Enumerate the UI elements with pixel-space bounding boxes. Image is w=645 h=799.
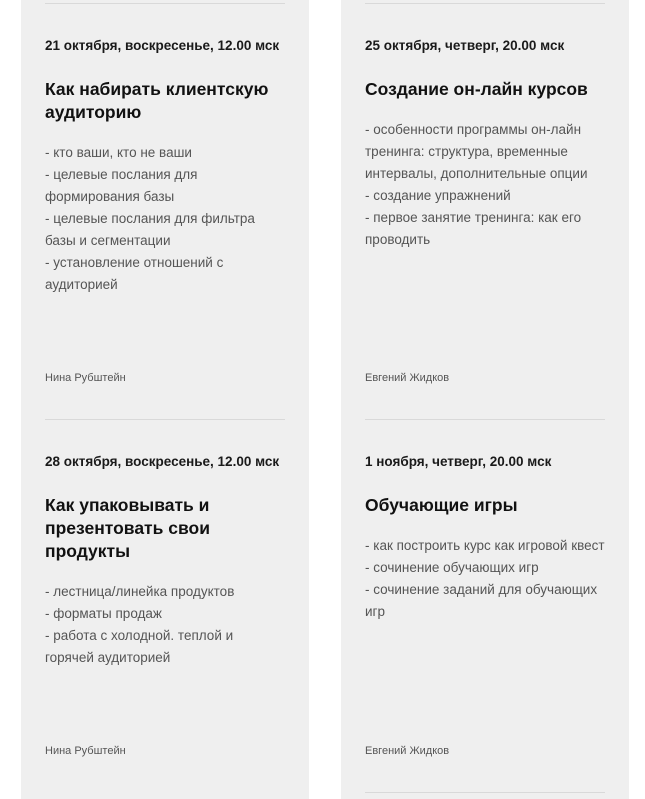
event-date: 21 октября, воскресенье, 12.00 мск	[45, 38, 280, 53]
left-column	[21, 0, 309, 799]
card-divider	[365, 792, 605, 793]
card-divider	[365, 419, 605, 420]
event-author: Нина Рубштейн	[45, 745, 126, 757]
right-column	[341, 0, 629, 799]
event-title[interactable]: Как упаковывать и презентовать свои продукты	[45, 495, 210, 561]
event-card	[365, 452, 605, 623]
topic-item: - лестница/линейка продуктов	[45, 584, 235, 599]
topic-item: - установление отношений с аудиторией	[45, 255, 224, 292]
card-divider	[365, 3, 605, 4]
event-date: 25 октября, четверг, 20.00 мск	[365, 38, 565, 53]
event-topics	[365, 119, 605, 251]
topic-item: - работа с холодной. теплой и горячей аудиторией	[45, 628, 234, 665]
topic-item: - создание упражнений	[365, 188, 511, 203]
topic-item: - сочинение обучающих игр	[365, 560, 539, 575]
event-topics	[365, 535, 605, 623]
event-date: 28 октября, воскресенье, 12.00 мск	[45, 454, 280, 469]
topic-item: - как построить курс как игровой квест	[365, 538, 605, 553]
card-divider	[45, 419, 285, 420]
event-author: Нина Рубштейн	[45, 372, 126, 384]
topic-item: - первое занятие тренинга: как его проводить	[365, 210, 582, 247]
event-card	[45, 452, 285, 669]
event-title[interactable]: Обучающие игры	[365, 495, 518, 515]
topic-item: - форматы продаж	[45, 606, 162, 621]
event-topics	[45, 581, 285, 669]
topic-item: - особенности программы он-лайн тренинга: структура, временные интервалы, дополнительные опции	[365, 122, 588, 181]
event-card	[365, 36, 605, 251]
event-card	[45, 36, 285, 296]
topic-item: - целевые послания для фильтра базы и сегментации	[45, 211, 255, 248]
event-title[interactable]: Как набирать клиентскую аудиторию	[45, 79, 269, 122]
event-title[interactable]: Создание он-лайн курсов	[365, 79, 588, 99]
topic-item: - кто ваши, кто не ваши	[45, 145, 192, 160]
topic-item: - сочинение заданий для обучающих игр	[365, 582, 598, 619]
event-author: Евгений Жидков	[365, 372, 450, 384]
event-date: 1 ноября, четверг, 20.00 мск	[365, 454, 552, 469]
event-author: Евгений Жидков	[365, 745, 450, 757]
card-divider	[45, 3, 285, 4]
event-topics	[45, 142, 285, 296]
topic-item: - целевые послания для формирования базы	[45, 167, 198, 204]
